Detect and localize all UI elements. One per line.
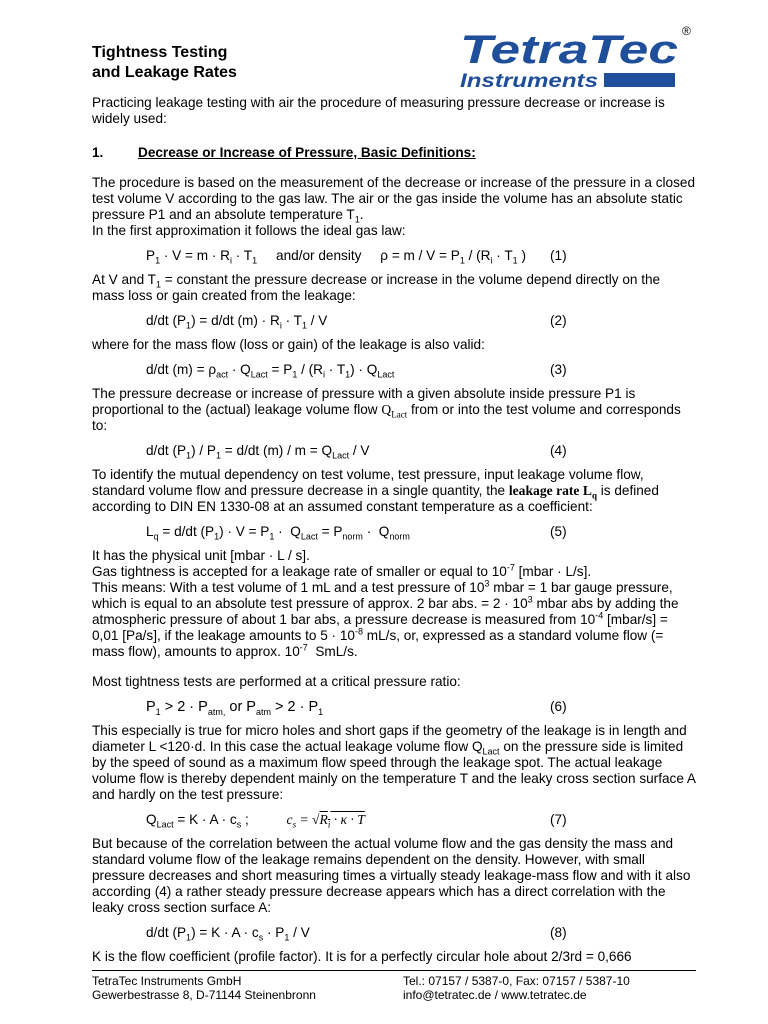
intro-paragraph: Practicing leakage testing with air the procedure of measuring pressure decrease or increase is widely used: bbox=[92, 95, 665, 126]
equation-number: (7) bbox=[550, 812, 567, 827]
paragraph-proportional: The pressure decrease or increase of pressure with a given absolute inside pressure P1 is proportional to the (actual) leakage volume flow $Q_{Lact}$ from or into the test volume and corresponds to: bbox=[92, 386, 681, 433]
paragraph-gas-tightness: Gas tightness is accepted for a leakage rate of smaller or equal to $10^{-7}$ [mbar · L/s]. bbox=[92, 562, 592, 579]
document-body bbox=[92, 95, 696, 965]
logo-sub-text: Instruments bbox=[460, 71, 598, 91]
formula-2: d/dt $(P_1) = d/dt$ $(m) \cdot R_i \cdot T_1 / V$ (2) bbox=[146, 313, 567, 331]
paragraph-example: This means: With a test volume of 1 mL and a test pressure of $10^3$ mbar = 1 bar gauge pressure, which is equal to an absolute test pressure of approx. 2 bar abs. = $2 \cdot 10^3$ mbar abs by adding the atmospheric pressure of about 1 bar abs, a pressure decrease is measured from $10^{-4}$ [mbar/s] = 0,01 [Pa/s], if the leakage amounts to $5 \cdot 10^{-8}$ mL/s, or, expressed as a standard volume flow (= mass flow), amounts to approx. $10^{-7}$ SmL/s. bbox=[92, 578, 679, 659]
formula-5: $L_q = d/dt$ $(P_1) \cdot V = P_1 \cdot Q_{Lact} = P_{norm} \cdot Q_{norm}$ (5) bbox=[146, 524, 567, 542]
paragraph-leakage-rate: To identify the mutual dependency on test volume, test pressure, input leakage volume flow, standard volume flow and pressure decrease in a single quantity, the leakage rate $L_q$ is defined according to DIN EN 1330-08 at an assumed constant temperature as a coefficient: bbox=[92, 467, 659, 514]
formula-1: $P_1 \cdot V = m \cdot R_i \cdot T_1$ and/or density $\rho = m / V = P_1 / (R_i \cdot T_1$ ) (1) bbox=[146, 248, 567, 266]
page-header bbox=[92, 24, 702, 91]
paragraph-procedure: The procedure is based on the measurement of the decrease or increase of the pressure in a closed test volume V according to the gas law. The air or the gas inside the volume has an absolute static pressure P1 and an absolute temperature $T_1$. bbox=[92, 175, 696, 225]
logo-bar bbox=[604, 73, 675, 87]
paragraph-unit: It has the physical unit [mbar · L / s]. bbox=[92, 548, 310, 563]
equation-number: (8) bbox=[550, 925, 567, 940]
equation-number: (2) bbox=[550, 313, 567, 328]
equation-number: (3) bbox=[550, 362, 567, 377]
formula-3: d/dt $(m) = \rho_{act} \cdot Q_{Lact} = P_1 / (R_i \cdot T_1) \cdot Q_{Lact}$ (3) bbox=[146, 362, 567, 380]
tetratec-logo bbox=[460, 21, 700, 91]
logo-main-text: TetraTec bbox=[460, 28, 678, 72]
section-heading: 1. Decrease or Increase of Pressure, Basic Definitions: bbox=[92, 145, 476, 160]
equation-number: (6) bbox=[550, 699, 567, 714]
paragraph-ideal-gas: In the first approximation it follows the ideal gas law: bbox=[92, 223, 406, 238]
footer-divider bbox=[92, 970, 696, 971]
footer-contact: Tel.: 07157 / 5387-0, Fax: 07157 / 5387-10 info@tetratec.de / www.tetratec.de bbox=[403, 974, 630, 1002]
equation-number: (4) bbox=[550, 443, 567, 458]
equation-number: (1) bbox=[550, 248, 567, 263]
paragraph-mass-flow: where for the mass flow (loss or gain) of the leakage is also valid: bbox=[92, 337, 485, 352]
paragraph-correlation: But because of the correlation between the actual volume flow and the gas density the mass and standard volume flow of the leakage remains dependent on the density. However, with small pressure decreases and short measuring times a virtually steady leakage-mass flow and with it also according (4) a rather steady pressure decrease appears which has a direct correlation with the leaky cross section surface A: bbox=[92, 836, 691, 915]
equation-number: (5) bbox=[550, 524, 567, 539]
registered-mark: ® bbox=[682, 24, 691, 38]
paragraph-critical-ratio: Most tightness tests are performed at a critical pressure ratio: bbox=[92, 674, 461, 689]
document-title: Tightness Testing and Leakage Rates bbox=[92, 44, 237, 81]
formula-8: d/dt $(P_1) = K \cdot A \cdot c_s \cdot P_1 / V$ (8) bbox=[146, 925, 567, 943]
paragraph-micro-holes: This especially is true for micro holes and short gaps if the geometry of the leakage is in length and diameter L <120·d. In this case the actual leakage volume flow $Q_{Lact}$ on the pressure side is limited by the speed of sound as a maximum flow speed through the leakage spot. The actual leakage volume flow is thereby dependent mainly on the temperature T and the leaky cross section surface A and hardly on the test pressure: bbox=[92, 723, 696, 802]
formula-4: d/dt $(P_1) / P_1 = d/dt$ $(m) / m = Q_{Lact} / V$ (4) bbox=[146, 443, 567, 461]
paragraph-constant: At V and $T_1$ = constant the pressure decrease or increase in the volume depend directly on the mass loss or gain created from the leakage: bbox=[92, 272, 661, 303]
formula-7: $Q_{Lact} = K \cdot A \cdot c_s$ ; $c_s = √R_i \cdot \kappa \cdot T$ (7) bbox=[146, 812, 567, 830]
formula-6: $P_1 > 2 \cdot P_{atm,}$ or $P_{atm} > 2 \cdot P_1$ (6) bbox=[146, 699, 567, 717]
footer-address: TetraTec Instruments GmbH Gewerbestrasse 8, D-71144 Steinenbronn bbox=[92, 974, 316, 1002]
paragraph-flow-coefficient: K is the flow coefficient (profile factor). It is for a perfectly circular hole about 2/3rd = 0,666 bbox=[92, 949, 632, 964]
